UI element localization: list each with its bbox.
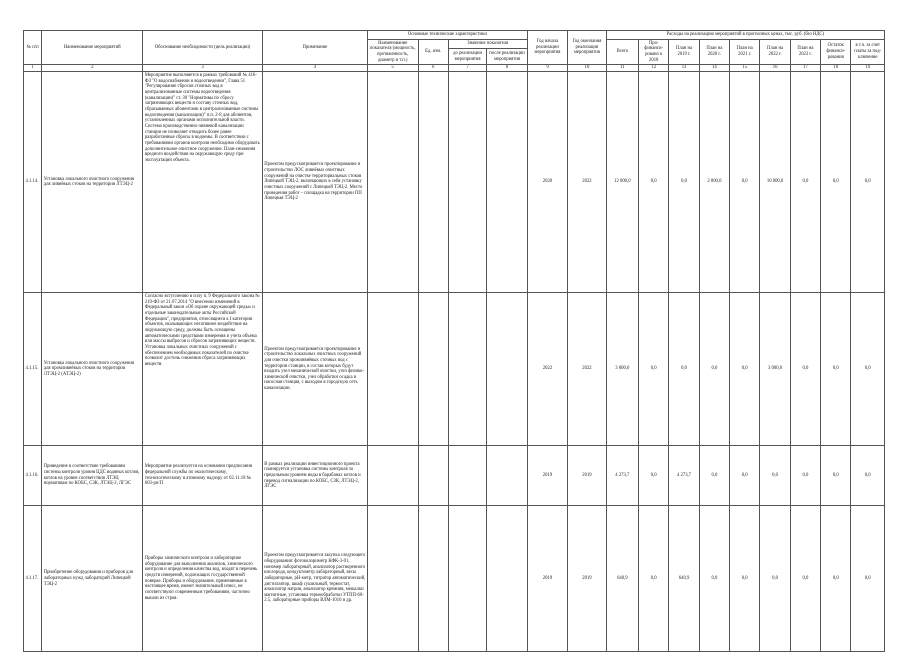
row-plan-2023: 0,0 <box>790 446 820 506</box>
row-plan-2023: 0,0 <box>790 72 820 293</box>
row-remaining: 0,0 <box>821 72 851 293</box>
row-prefinanced: 0,0 <box>639 506 669 652</box>
row-year-end: 2019 <box>568 506 606 652</box>
row-name: Установка локального очистного сооружения для промливнёвых стоков на территории ЛТЭЦ-2 (АТЭЦ-2) <box>42 293 143 446</box>
row-total: 4 273,7 <box>606 446 638 506</box>
col-number: 6 <box>418 65 448 72</box>
row-name: Приобретение оборудования и приборов для лабораторных нужд лабораторий Липецкой ТЭЦ-2 <box>42 506 143 652</box>
row-plan-2019: 640,9 <box>669 506 699 652</box>
col-number: 7 <box>448 65 486 72</box>
header-prefinanced: Про-финанси-ровано к 2018 <box>639 39 669 65</box>
row-year-start: 2019 <box>527 506 567 652</box>
row-total: 3 000,0 <box>606 293 638 446</box>
row-remaining: 0,0 <box>821 446 851 506</box>
row-unit <box>418 72 448 293</box>
row-vat-account: 0,0 <box>851 72 885 293</box>
header-tech-indicator: Наименование показателя (мощность, протяженность, диаметр и т.п.) <box>367 39 418 65</box>
header-vat-account: в т.ч. за счет платы за под-ключение <box>851 39 885 65</box>
row-value-after <box>487 72 527 293</box>
row-unit <box>418 506 448 652</box>
col-number: 1 <box>24 65 42 72</box>
row-name: Приведение в соответствие требованиям системы контроля уровня ЦДС водяных котлов, котлов на уровне соответствия ЛТЭЦ нормативам по КОБС, СЗК, ЛТЭЦ-2, ЛГЭС <box>42 446 143 506</box>
row-value-after <box>487 506 527 652</box>
row-value-before <box>448 72 486 293</box>
col-number: 18 <box>821 65 851 72</box>
header-plan-2020: План на 2020 г. <box>699 39 729 65</box>
header-no: № п/п <box>24 31 42 65</box>
col-number: 19 <box>851 65 885 72</box>
col-number: 2 <box>42 65 143 72</box>
row-note: Проектом предусматривается проектирование и строительство ЛОС ливнёвых очистных сооружений на очистке территориальных стоков Липецкой ТЭЦ-2, включающих в себя установку очистных сооружений с Липецкой ТЭЦ-2. Место проведения работ – площадка на территории ПП Липецкая ТЭЦ-2 <box>262 72 367 293</box>
row-plan-2022: 0,0 <box>760 506 790 652</box>
row-plan-2022: 0,0 <box>760 446 790 506</box>
col-number: 14 <box>699 65 729 72</box>
row-plan-2021: 0,0 <box>730 446 760 506</box>
row-vat-account: 0,0 <box>851 293 885 446</box>
row-vat-account: 0,0 <box>851 506 885 652</box>
header-name: Наименование мероприятий <box>42 31 143 65</box>
header-plan-2019: План на 2019 г. <box>669 39 699 65</box>
row-plan-2023: 0,0 <box>790 506 820 652</box>
row-justification: Мероприятие выполняется в рамках требований № 416-ФЗ "О водоснабжении и водоотведении", Глава 51 "Регулирование сбросов сточных вод в централизованные системы водоотведения (канализации)" ст. 30 "Нормативы по сбросу загрязняющих веществ и составу сточных вод, сбрасываемых абонентами в централизованные системы водоотведения (канализации)" п.п. 2-8 для абонентов, установленных органами исполнительной власти. Система производственно-ливневой канализации станции не позволяет отводить более ранее разработанные сбросы в водоемы. В соответствии с требованиями органов контроля необходимо оборудовать дополнительное очистное сооружение. План-снижения вредного воздействия на окружающую среду при эксплуатации объекта. <box>143 72 262 293</box>
row-tech-indicator <box>367 506 418 652</box>
header-unit: Ед. изм. <box>418 39 448 65</box>
header-plan-2022: План на 2022 г. <box>760 39 790 65</box>
row-value-before <box>448 506 486 652</box>
row-plan-2019: 4 273,7 <box>669 446 699 506</box>
row-plan-2022: 10 000,0 <box>760 72 790 293</box>
row-plan-2019: 0,0 <box>669 72 699 293</box>
col-number: 5 <box>367 65 418 72</box>
row-year-end: 2022 <box>568 293 606 446</box>
row-value-after <box>487 293 527 446</box>
col-number: 13 <box>669 65 699 72</box>
row-note: В рамках реализации инвестиционного проекта планируется установка системы контроля за предельным уровнем воды в барабанах котлов и перевод сигнализации по КОБС, СЗК, ЛТЭЦ-2, ЛГЭС <box>262 446 367 506</box>
header-cost-group: Расходы на реализацию мероприятий в прогнозных ценах, тыс. руб. (без НДС) <box>606 31 884 40</box>
row-plan-2021: 0,0 <box>730 293 760 446</box>
row-remaining: 0,0 <box>821 293 851 446</box>
row-prefinanced: 0,0 <box>639 72 669 293</box>
row-plan-2020: 0,0 <box>699 293 729 446</box>
row-note: Проектом предусматривается проектирование и строительство локальных очистных сооружений для очистки промливнёвых сточных вод с территории станции, в состав которых будут входить узел механической очистки, узел физико-химической очистки, узел обработки осадка и насосная станция, с выходом в городскую сеть канализации. <box>262 293 367 446</box>
row-tech-indicator <box>367 293 418 446</box>
row-plan-2021: 0,0 <box>730 72 760 293</box>
row-justification: Мероприятие реализуется на основании предписания федеральной службы по экологическому, технологическому и атомному надзору от 02.11.18 № 603-рп/П <box>143 446 262 506</box>
header-value-before: до реализации мероприятия <box>448 49 486 65</box>
row-justification: Согласно вступлению в силу п. 9 Федерального закона № 219-ФЗ от 21.07.2014 "О внесении изменений в Федеральный закон «Об охране окружающей среды» и отдельные законодательные акты Российской Федерации", предприятия, относящиеся к I категории объектов, оказывающих негативное воздействие на окружающую среду, должны быть оснащены автоматическими средствами измерения и учета объема или массы выбросов и сбросов загрязняющих веществ. Установка локальных очистных сооружений с обеспечением необходимых показателей по очистке позволит достичь снижения сброса загрязняющих веществ. <box>143 293 262 446</box>
row-plan-2022: 3 000,0 <box>760 293 790 446</box>
row-name: Установка локального очистного сооружения для ливнёвых стоков на территории ЛТЭЦ-2 <box>42 72 143 293</box>
table-row <box>24 293 885 446</box>
col-number: 9 <box>527 65 567 72</box>
investment-program-table <box>23 30 885 652</box>
header-year-start: Год начала реализации мероприятия <box>527 31 567 65</box>
row-plan-2019: 0,0 <box>669 293 699 446</box>
row-justification: Приборы химического контроля и лабораторное оборудование для выполнения анализов, химического контроля и определения качества вод, входят в перечень средств измерений, подлежащих государственной поверке. Приборы и оборудование, применяемые в настоящее время, имеют значительный износ, не соответствуют современным требованиям, частично вышли из строя. <box>143 506 262 652</box>
header-plan-2021: План на 2021 г. <box>730 39 760 65</box>
row-tech-indicator <box>367 446 418 506</box>
row-value-after <box>487 446 527 506</box>
table-row <box>24 72 885 293</box>
row-unit <box>418 293 448 446</box>
row-prefinanced: 0,0 <box>639 446 669 506</box>
col-number: 11 <box>606 65 638 72</box>
col-number: 16 <box>760 65 790 72</box>
row-plan-2020: 0,0 <box>699 506 729 652</box>
row-year-start: 2020 <box>527 72 567 293</box>
row-year-start: 2019 <box>527 446 567 506</box>
row-year-start: 2022 <box>527 293 567 446</box>
col-number: 10 <box>568 65 606 72</box>
col-number: 17 <box>790 65 820 72</box>
row-year-end: 2019 <box>568 446 606 506</box>
header-justification: Обоснование необходимости (цель реализации) <box>143 31 262 65</box>
row-note: Проектом предусматривается закупка следующего оборудования: фотоколориметр КФК-3-01, иономер лабораторный, анализатор растворенного кислорода, кондуктометр лабораторный, весы лабораторные, рН-метр, титратор автоматический, дистиллятор, шкаф сушильный, термостат, анализатор натрия, анализатор кремния, мешалки магнитные, установка термообработки УТПП-60-2.5, лабораторные приборы ВЛМ-1010 и др. <box>262 506 367 652</box>
table-row <box>24 506 885 652</box>
col-number: 15 <box>730 65 760 72</box>
row-value-before <box>448 446 486 506</box>
col-number: 12 <box>639 65 669 72</box>
header-plan-2023: План на 2023 г. <box>790 39 820 65</box>
row-plan-2023: 0,0 <box>790 293 820 446</box>
row-no: 4.1.14. <box>24 72 42 293</box>
row-plan-2021: 0,0 <box>730 506 760 652</box>
header-value-after: после реализации мероприятия <box>487 49 527 65</box>
row-prefinanced: 0,0 <box>639 293 669 446</box>
row-tech-indicator <box>367 72 418 293</box>
header-remaining: Остаток финанси-рования <box>821 39 851 65</box>
row-total: 640,9 <box>606 506 638 652</box>
col-number: 8 <box>487 65 527 72</box>
row-total: 12 000,0 <box>606 72 638 293</box>
row-no: 4.1.17. <box>24 506 42 652</box>
header-value-group: Значение показателя <box>448 39 527 49</box>
row-unit <box>418 446 448 506</box>
row-vat-account: 0,0 <box>851 446 885 506</box>
header-note: Примечание <box>262 31 367 65</box>
table-row <box>24 446 885 506</box>
header-year-end: Год окончания реализации мероприятия <box>568 31 606 65</box>
row-plan-2020: 2 000,0 <box>699 72 729 293</box>
row-remaining: 0,0 <box>821 506 851 652</box>
col-number: 4 <box>262 65 367 72</box>
row-plan-2020: 0,0 <box>699 446 729 506</box>
row-no: 4.1.15. <box>24 293 42 446</box>
header-tech-group: Основные технические характеристики <box>367 31 527 40</box>
row-value-before <box>448 293 486 446</box>
header-total: Всего <box>606 39 638 65</box>
row-year-end: 2022 <box>568 72 606 293</box>
col-number: 3 <box>143 65 262 72</box>
row-no: 4.1.16. <box>24 446 42 506</box>
